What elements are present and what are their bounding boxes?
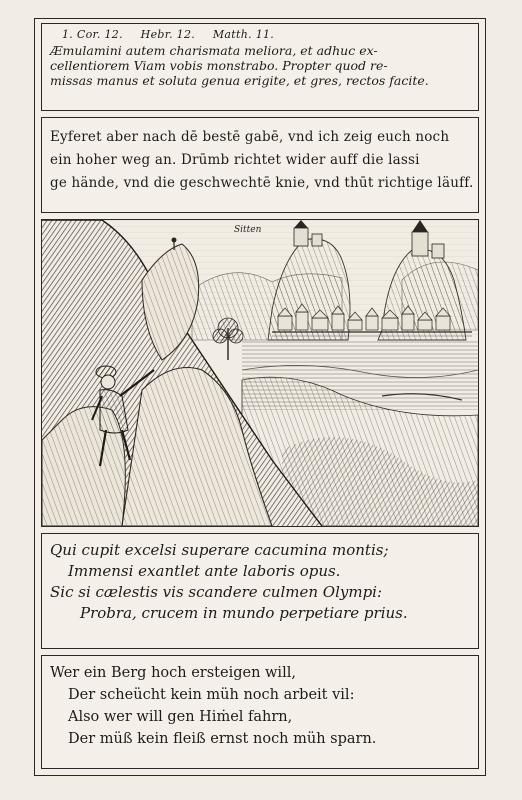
german-verse-line: Wer ein Berg hoch ersteigen will, [50, 665, 296, 681]
german-scripture-line: ein hoher weg an. Drūmb richtet wider auff die lassi [50, 152, 420, 168]
latin-scripture-line: Æmulamini autem charismata meliora, et adhuc ex- [50, 43, 378, 58]
latin-verse-line: Qui cupit excelsi superare cacumina montis; [50, 541, 389, 559]
german-verse-line: Der müß kein fleiß ernst noch müh sparn. [68, 731, 377, 747]
emblem-plate [34, 18, 486, 776]
scripture-references [62, 28, 470, 41]
latin-verse-line: Sic si cælestis vis scandere culmen Olympi: [50, 583, 383, 601]
latin-scripture-line: missas manus et soluta genua erigite, et gres, rectos facite. [50, 73, 429, 88]
latin-verse-line: Immensi exantlet ante laboris opus. [68, 562, 341, 580]
german-scripture-line: ge hände, vnd die geschwechtē knie, vnd thūt richtige läuff. [50, 175, 474, 191]
german-scripture-line: Eyferet aber nach dē bestē gabē, vnd ich zeig euch noch [50, 129, 450, 145]
german-verse-line: Der scheücht kein müh noch arbeit vil: [68, 687, 355, 703]
place-inscription: Sitten [234, 225, 262, 235]
scripture-german-panel [41, 117, 479, 213]
reference: Hebr. 12. [140, 28, 196, 41]
latin-scripture-line: cellentiorem Viam vobis monstrabo. Propter quod re- [50, 58, 388, 73]
mountain-climber-engraving [42, 220, 478, 526]
engraving-illustration [41, 219, 479, 527]
german-verse-line: Also wer will gen Hiṁel fahrn, [68, 709, 293, 725]
latin-verse-panel [41, 533, 479, 649]
scripture-latin-panel [41, 23, 479, 111]
reference: 1. Cor. 12. [62, 28, 123, 41]
latin-verse-line: Probra, crucem in mundo perpetiare prius. [80, 604, 408, 622]
reference: Matth. 11. [212, 28, 275, 41]
german-verse-panel [41, 655, 479, 769]
